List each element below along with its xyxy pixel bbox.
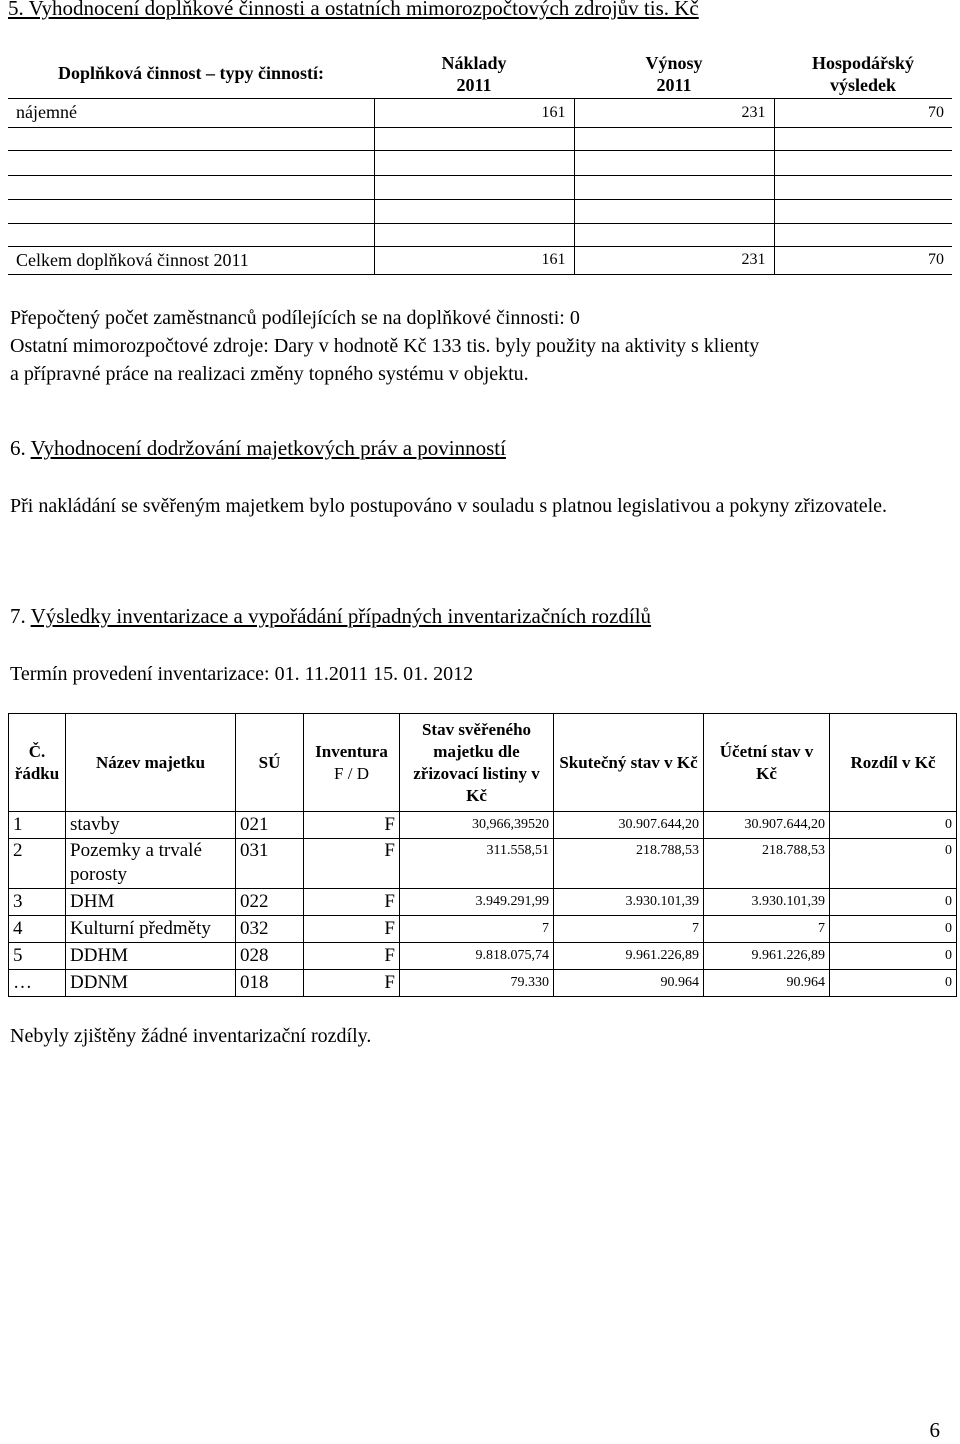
no-differences-note: Nebyly zjištěny žádné inventarizační rozdíly.	[10, 1025, 372, 1047]
asset-name-header: Název majetku	[66, 714, 236, 812]
asset-name: DHM	[66, 889, 236, 916]
inventory-table	[8, 713, 957, 997]
entrusted-value: 30,966,39520	[400, 812, 554, 839]
inventory-type: F	[304, 916, 400, 943]
row-number: 3	[9, 889, 66, 916]
accounting-value: 90.964	[704, 970, 830, 997]
inventory-type: F	[304, 812, 400, 839]
account-code: 028	[236, 943, 304, 970]
inventory-type-header: Inventura F / D	[304, 714, 400, 812]
table-row	[9, 970, 957, 997]
actual-value: 9.961.226,89	[554, 943, 704, 970]
table-header-row	[9, 714, 957, 812]
accounting-value: 3.930.101,39	[704, 889, 830, 916]
result-header: Hospodářský výsledek	[774, 50, 952, 98]
account-code: 021	[236, 812, 304, 839]
table-row	[8, 127, 952, 150]
asset-name: stavby	[66, 812, 236, 839]
difference-value: 0	[830, 916, 957, 943]
entrusted-value: 3.949.291,99	[400, 889, 554, 916]
table-row	[9, 839, 957, 889]
difference-header: Rozdíl v Kč	[830, 714, 957, 812]
asset-name: Pozemky a trvalé porosty	[66, 839, 236, 889]
table-row	[8, 150, 952, 175]
difference-value: 0	[830, 839, 957, 889]
total-label: Celkem doplňková činnost 2011	[8, 246, 374, 274]
inventory-type: F	[304, 943, 400, 970]
total-revenue: 231	[574, 246, 774, 274]
table-row	[9, 889, 957, 916]
accounting-value: 7	[704, 916, 830, 943]
section-5-title: 5. Vyhodnocení doplňkové činnosti a ostatních mimorozpočtových zdrojův tis. Kč	[8, 0, 699, 20]
account-code: 022	[236, 889, 304, 916]
section-6-title: 6. Vyhodnocení dodržování majetkových práv a povinností	[10, 436, 506, 460]
page-number: 6	[929, 1418, 940, 1442]
activity-type-header: Doplňková činnost – typy činností:	[8, 50, 374, 98]
employees-paragraph: Přepočtený počet zaměstnanců podílejících se na doplňkové činnosti: 0	[10, 307, 580, 329]
section-6-text: Při nakládání se svěřeným majetkem bylo postupováno v souladu s platnou legislativou a pokyny zřizovatele.	[10, 495, 888, 517]
other-sources-line-1: Ostatní mimorozpočtové zdroje: Dary v hodnotě Kč 133 tis. byly použity na aktivity s klienty	[10, 335, 760, 357]
row-number: 2	[9, 839, 66, 889]
entrusted-value: 9.818.075,74	[400, 943, 554, 970]
entrusted-value: 311.558,51	[400, 839, 554, 889]
actual-state-header: Skutečný stav v Kč	[554, 714, 704, 812]
actual-value: 218.788,53	[554, 839, 704, 889]
table-row	[8, 199, 952, 223]
table-row	[8, 175, 952, 199]
row-number-header: Č. řádku	[9, 714, 66, 812]
section-7-title: 7. Výsledky inventarizace a vypořádání případných inventarizačních rozdílů	[10, 604, 652, 628]
account-code: 031	[236, 839, 304, 889]
other-sources-line-2: a přípravné práce na realizaci změny topného systému v objektu.	[10, 363, 529, 385]
result-cell: 70	[774, 98, 952, 127]
table-row	[8, 98, 952, 127]
inventory-type: F	[304, 839, 400, 889]
row-number: 5	[9, 943, 66, 970]
entrusted-state-header: Stav svěřeného majetku dle zřizovací listiny v Kč	[400, 714, 554, 812]
table-header-row	[8, 50, 952, 98]
row-number: 1	[9, 812, 66, 839]
total-costs: 161	[374, 246, 574, 274]
actual-value: 3.930.101,39	[554, 889, 704, 916]
table-row	[9, 916, 957, 943]
row-number: …	[9, 970, 66, 997]
inventory-type: F	[304, 970, 400, 997]
inventory-date: Termín provedení inventarizace: 01. 11.2011 15. 01. 2012	[10, 663, 474, 685]
asset-name: DDHM	[66, 943, 236, 970]
accounting-value: 9.961.226,89	[704, 943, 830, 970]
entrusted-value: 79.330	[400, 970, 554, 997]
revenue-cell: 231	[574, 98, 774, 127]
account-code: 032	[236, 916, 304, 943]
account-code: 018	[236, 970, 304, 997]
actual-value: 90.964	[554, 970, 704, 997]
actual-value: 7	[554, 916, 704, 943]
row-number: 4	[9, 916, 66, 943]
total-row	[8, 246, 952, 274]
account-header: SÚ	[236, 714, 304, 812]
activity-label: nájemné	[8, 98, 374, 127]
difference-value: 0	[830, 812, 957, 839]
accounting-value: 218.788,53	[704, 839, 830, 889]
table-row	[9, 943, 957, 970]
costs-header: Náklady 2011	[374, 50, 574, 98]
asset-name: Kulturní předměty	[66, 916, 236, 943]
revenue-header: Výnosy 2011	[574, 50, 774, 98]
entrusted-value: 7	[400, 916, 554, 943]
table-row	[8, 223, 952, 246]
costs-cell: 161	[374, 98, 574, 127]
difference-value: 0	[830, 970, 957, 997]
accounting-state-header: Účetní stav v Kč	[704, 714, 830, 812]
difference-value: 0	[830, 943, 957, 970]
inventory-type: F	[304, 889, 400, 916]
asset-name: DDNM	[66, 970, 236, 997]
actual-value: 30.907.644,20	[554, 812, 704, 839]
total-result: 70	[774, 246, 952, 274]
accounting-value: 30.907.644,20	[704, 812, 830, 839]
supplementary-activity-table	[8, 50, 952, 275]
difference-value: 0	[830, 889, 957, 916]
table-row	[9, 812, 957, 839]
